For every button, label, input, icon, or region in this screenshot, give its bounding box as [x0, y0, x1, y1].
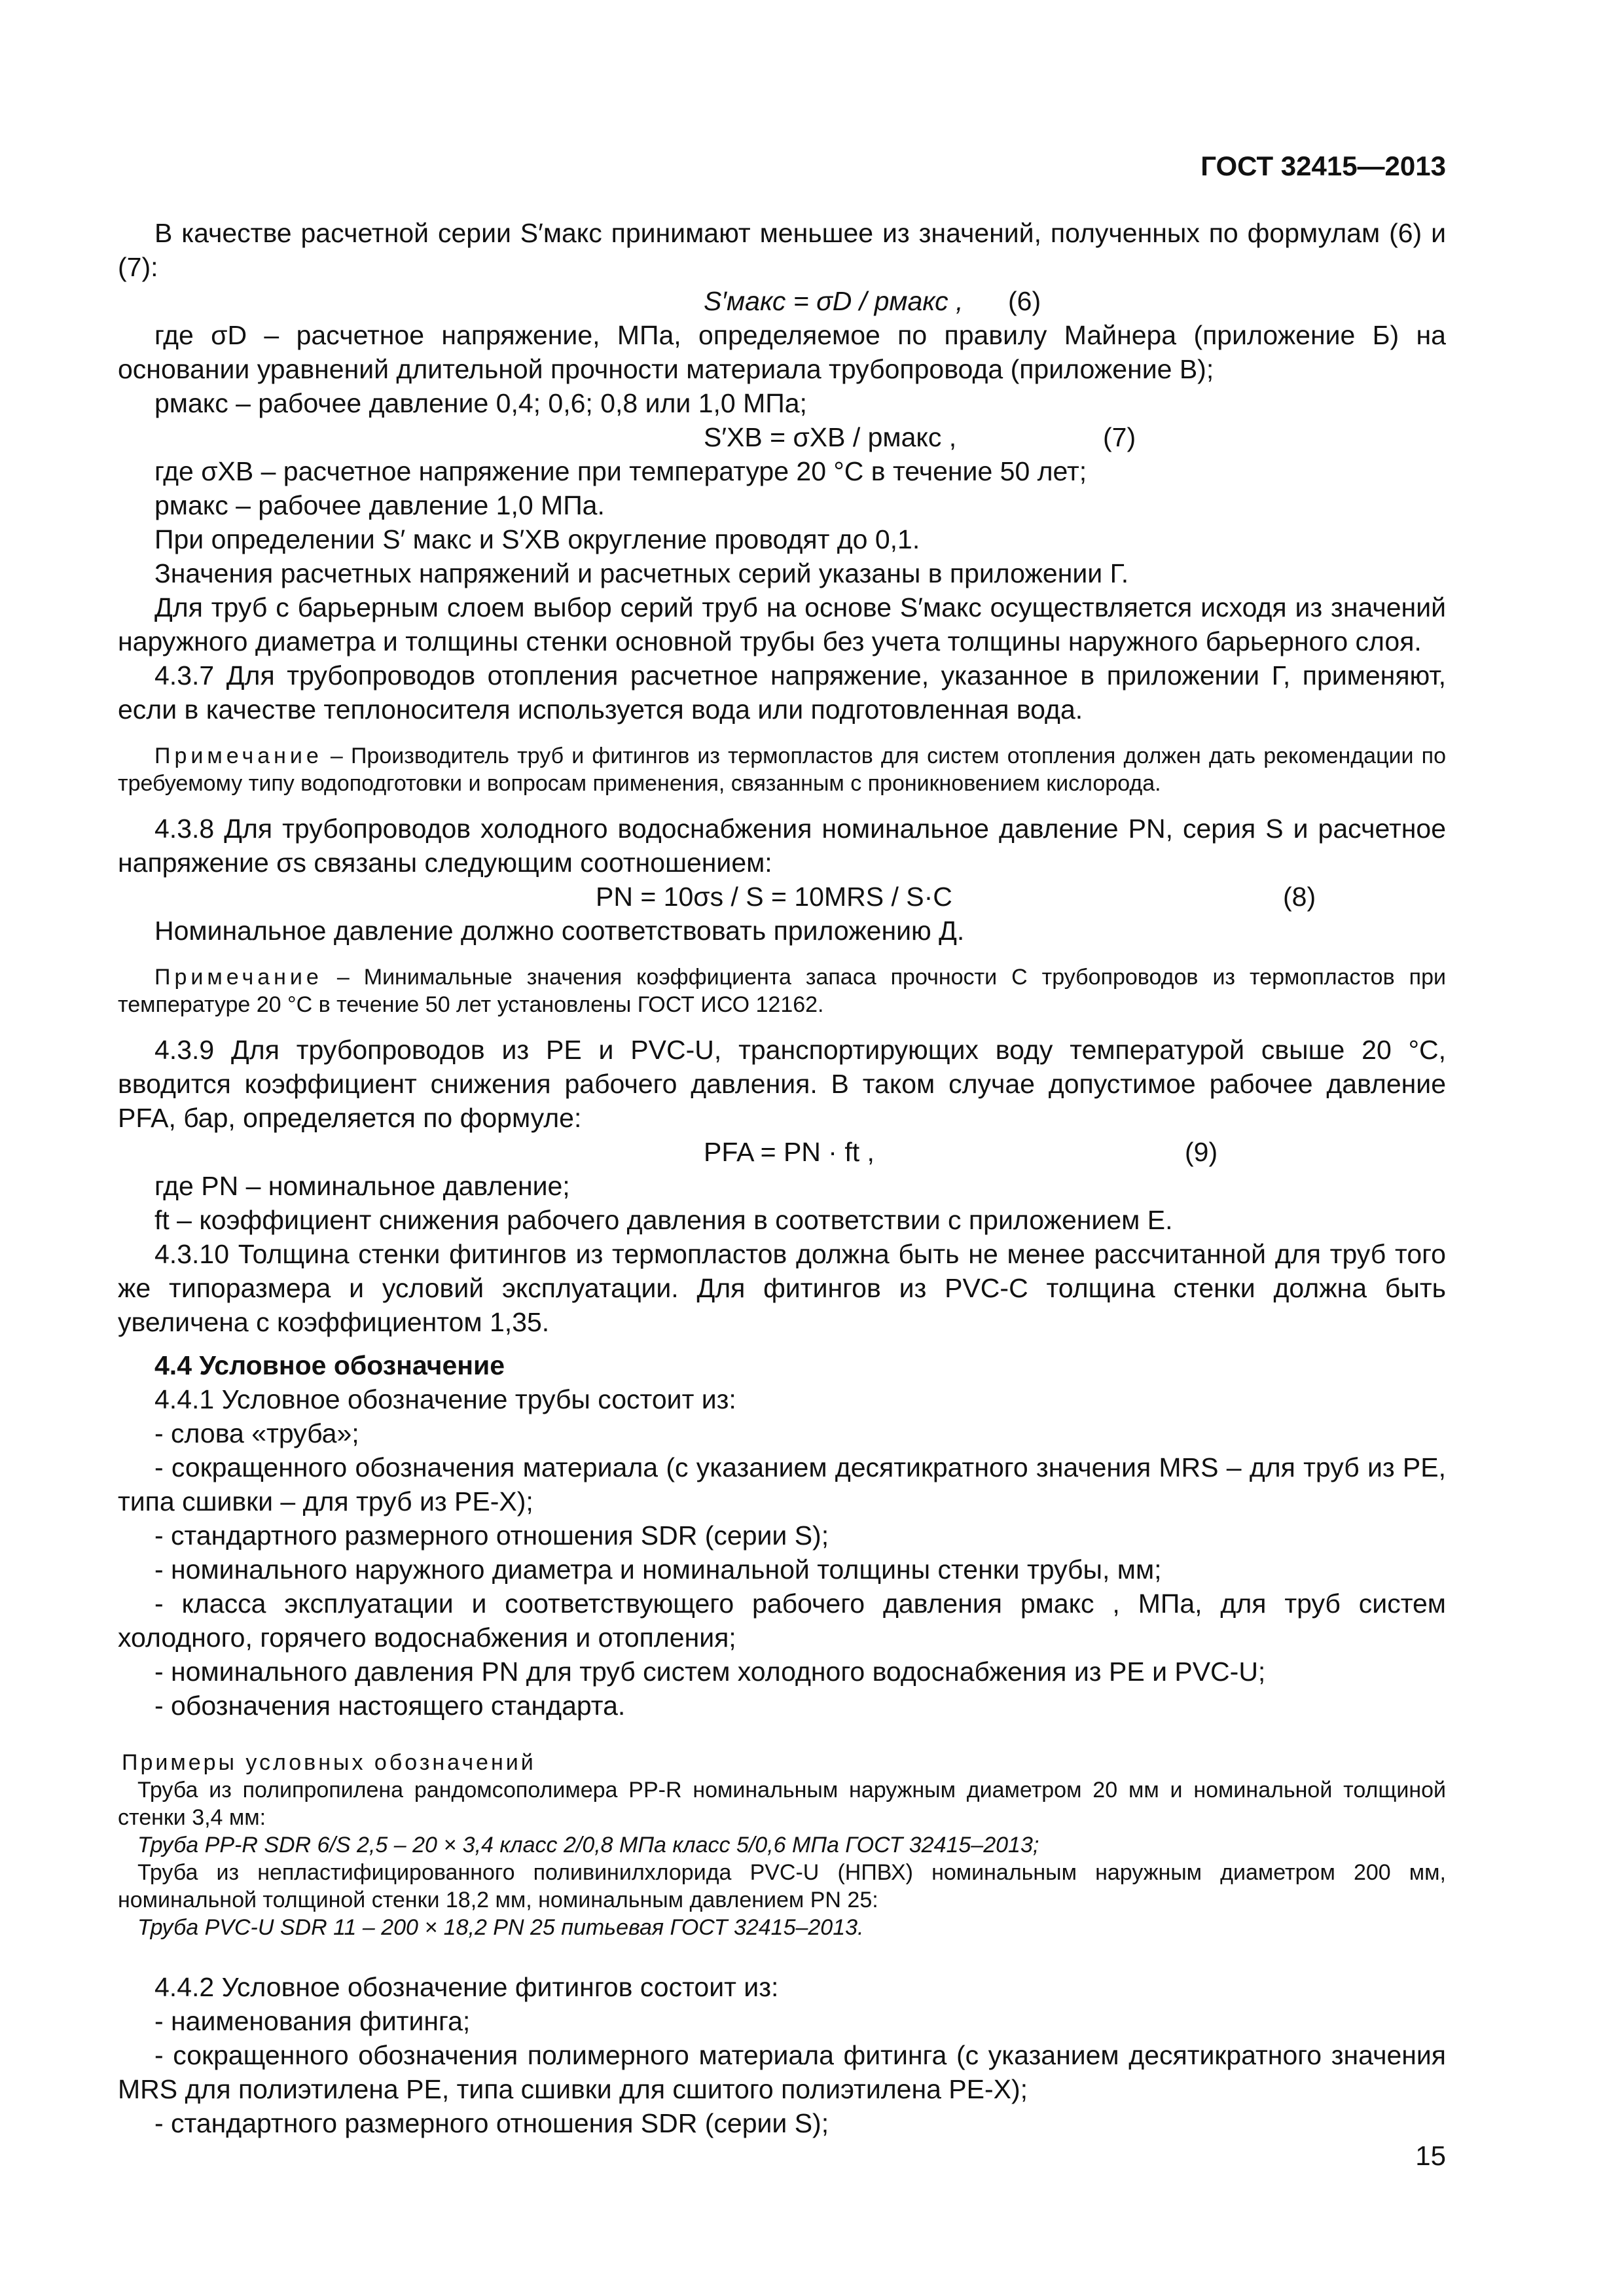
- paragraph: где σXB – расчетное напряжение при температуре 20 °С в течение 50 лет;: [154, 456, 1087, 486]
- document-header: ГОСТ 32415—2013: [1200, 151, 1446, 181]
- list-item: - стандартного размерного отношения SDR (серии S);: [154, 1520, 829, 1551]
- paragraph: 4.3.9 Для трубопроводов из PE и PVC-U, транспортирующих воду температурой свыше 20 °С, вводится коэффициент снижения рабочего давления. В таком случае допустимое рабочее давление PFA, бар, определяется по формуле:: [118, 1035, 1446, 1133]
- formula-line: [118, 420, 1446, 454]
- paragraph: При определении S′ макс и S′XB округление проводят до 0,1.: [154, 524, 920, 554]
- note-label: Примечание: [154, 965, 323, 990]
- list-item: - слова «труба»;: [154, 1418, 359, 1448]
- formula: PN = 10σs / S = 10MRS / S·C: [596, 882, 952, 912]
- formula-number: (6): [1008, 286, 1041, 316]
- list-item: - класса эксплуатации и соответствующего рабочего давления pмакс , МПа, для труб систем холодного, горячего водоснабжения и отопления;: [118, 1588, 1446, 1653]
- formula-number: (7): [1103, 422, 1136, 452]
- note-text: – Производитель труб и фитингов из термопластов для систем отопления должен дать рекомендации по требуемому типу водоподготовки и вопросам применения, связанным с проникновением кислорода.: [118, 744, 1446, 796]
- paragraph: pмакс – рабочее давление 0,4; 0,6; 0,8 или 1,0 МПа;: [154, 388, 807, 418]
- example-designation: Труба PVC-U SDR 11 – 200 × 18,2 PN 25 питьевая ГОСТ 32415–2013.: [137, 1915, 864, 1940]
- section-heading: 4.4 Условное обозначение: [154, 1350, 505, 1380]
- paragraph: где PN – номинальное давление;: [154, 1171, 570, 1201]
- paragraph: 4.3.10 Толщина стенки фитингов из термопластов должна быть не менее рассчитанной для труб того же типоразмера и условий эксплуатации. Для фитингов из PVC-C толщина стенки должна быть увеличена с коэффициентом 1,35.: [118, 1239, 1446, 1337]
- paragraph: 4.3.7 Для трубопроводов отопления расчетное напряжение, указанное в приложении Г, применяют, если в качестве теплоносителя используется вода или подготовленная вода.: [118, 660, 1446, 725]
- paragraph: В качестве расчетной серии S′макс принимают меньшее из значений, полученных по формулам (6) и (7):: [118, 218, 1446, 282]
- example-text: Труба из непластифицированного поливинилхлорида PVC-U (НПВХ) номинальным наружным диаметром 200 мм, номинальной толщиной стенки 18,2 мм, номинальным давлением PN 25:: [118, 1860, 1446, 1912]
- list-item: - номинального давления PN для труб систем холодного водоснабжения из PE и PVC-U;: [154, 1657, 1266, 1687]
- note: [118, 963, 1446, 1018]
- list-item: - сокращенного обозначения полимерного материала фитинга (с указанием десятикратного значения MRS для полиэтилена PE, типа сшивки для сшитого полиэтилена PE-X);: [118, 2040, 1446, 2104]
- note: [118, 742, 1446, 797]
- paragraph: 4.4.2 Условное обозначение фитингов состоит из:: [154, 1972, 779, 2002]
- formula-line: [118, 284, 1446, 318]
- formula-number: (9): [1185, 1137, 1218, 1167]
- paragraph: 4.4.1 Условное обозначение трубы состоит из:: [154, 1384, 736, 1414]
- examples-block: [118, 1749, 1446, 1941]
- formula: PFA = PN · ft ,: [704, 1137, 875, 1167]
- paragraph: ft – коэффициент снижения рабочего давления в соответствии с приложением Е.: [154, 1205, 1173, 1235]
- paragraph: Для труб с барьерным слоем выбор серий труб на основе S′макс осуществляется исходя из значений наружного диаметра и толщины стенки основной трубы без учета толщины наружного барьерного слоя.: [118, 592, 1446, 656]
- formula: S′XB = σXB / pмакс ,: [704, 422, 957, 452]
- page-number: 15: [1415, 2140, 1446, 2171]
- list-item: - сокращенного обозначения материала (с указанием десятикратного значения MRS – для труб из PE, типа сшивки – для труб из PE-X);: [118, 1452, 1446, 1516]
- paragraph: Номинальное давление должно соответствовать приложению Д.: [154, 916, 965, 946]
- note-label: Примечание: [154, 744, 323, 768]
- paragraph: где σD – расчетное напряжение, МПа, определяемое по правилу Майнера (приложение Б) на основании уравнений длительной прочности материала трубопровода (приложение В);: [118, 320, 1446, 384]
- list-item: - номинального наружного диаметра и номинальной толщины стенки трубы, мм;: [154, 1554, 1162, 1585]
- list-item: - стандартного размерного отношения SDR (серии S);: [154, 2108, 829, 2138]
- list-item: - обозначения настоящего стандарта.: [154, 1691, 626, 1721]
- spacer: [118, 1941, 1446, 1970]
- examples-title: Примеры условных обозначений: [122, 1750, 536, 1775]
- formula-line: [118, 1135, 1446, 1169]
- paragraph: 4.3.8 Для трубопроводов холодного водоснабжения номинальное давление PN, серия S и расчетное напряжение σs связаны следующим соотношением:: [118, 814, 1446, 878]
- paragraph: Значения расчетных напряжений и расчетных серий указаны в приложении Г.: [154, 558, 1129, 588]
- formula-number: (8): [1283, 882, 1316, 912]
- paragraph: pмакс – рабочее давление 1,0 МПа.: [154, 490, 605, 520]
- note-text: – Минимальные значения коэффициента запаса прочности С трубопроводов из термопластов при температуре 20 °С в течение 50 лет установлены ГОСТ ИСО 12162.: [118, 965, 1446, 1017]
- example-designation: Труба PP-R SDR 6/S 2,5 – 20 × 3,4 класс 2/0,8 МПа класс 5/0,6 МПа ГОСТ 32415–2013;: [137, 1833, 1039, 1857]
- list-item: - наименования фитинга;: [154, 2006, 471, 2036]
- formula: S′макс = σD / pмакс ,: [704, 286, 964, 316]
- example-text: Труба из полипропилена рандомсополимера PP-R номинальным наружным диаметром 20 мм и номинальной толщиной стенки 3,4 мм:: [118, 1778, 1446, 1830]
- page-body: [118, 216, 1446, 2140]
- formula-line: [118, 880, 1446, 914]
